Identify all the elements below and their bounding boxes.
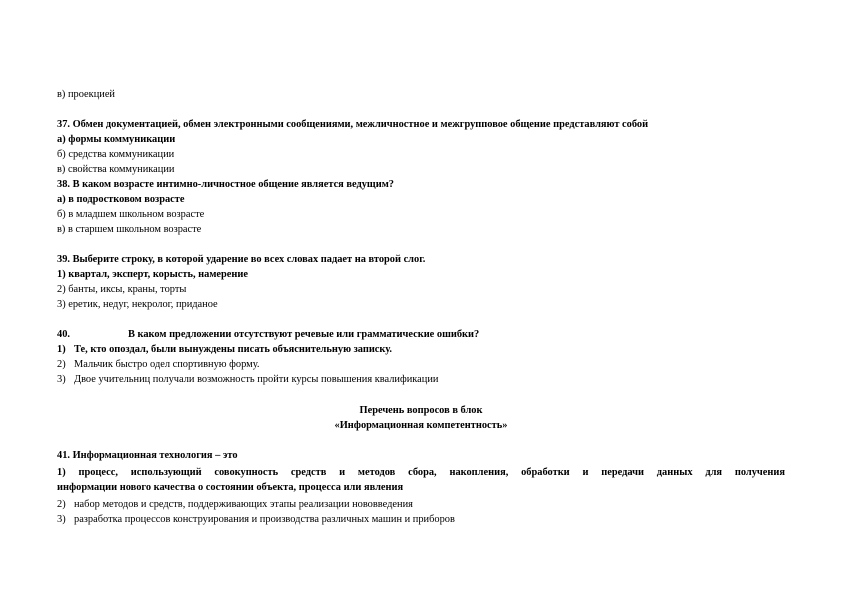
q41-question: 41. Информационная технология – это [57,450,238,461]
q40-answer-1-text: Те, кто опоздал, были вынуждены писать объяснительную записку. [74,344,393,355]
q40-question-line [57,328,479,341]
q40-answer-3-text: Двое учительниц получали возможность пройти курсы повышения квалификации [74,374,439,385]
q40-question: В каком предложении отсутствуют речевые или грамматические ошибки? [128,329,480,340]
q37-answer-c: в) свойства коммуникации [57,164,175,175]
prev-answer-line: в) проекцией [57,89,115,100]
q41-answer-2 [57,498,413,511]
q40-answer-2 [57,358,259,371]
q40-answer-3-num: 3) [57,374,66,385]
q37-answer-b: б) средства коммуникации [57,149,175,160]
q40-answer-3 [57,373,438,386]
q41-answer-3-text: разработка процессов конструирования и производства различных машин и приборов [74,514,455,525]
block-subtitle: «Информационная компетентность» [334,420,508,431]
q37-answer-a: а) формы коммуникации [57,134,176,145]
q39-answer-2: 2) банты, иксы, краны, торты [57,284,187,295]
q38-answer-a: а) в подростковом возрасте [57,194,185,205]
q38-answer-b: б) в младшем школьном возрасте [57,209,205,220]
q41-answer-3 [57,513,455,526]
q40-answer-2-text: Мальчик быстро одел спортивную форму. [74,359,260,370]
q41-answer-3-num: 3) [57,514,66,525]
q39-answer-1: 1) квартал, эксперт, корысть, намерение [57,269,249,280]
q37-question: 37. Обмен документацией, обмен электронными сообщениями, межличностное и межгрупповое общение представляют собой [57,119,649,130]
q40-answer-2-num: 2) [57,359,66,370]
q41-answer-1-line2: информации нового качества о состоянии объекта, процесса или явления [57,482,404,493]
q41-answer-1-line1: 1) процесс, использующий совокупность средств и методов сбора, накопления, обработки и передачи данных для получения [57,467,785,478]
block-title: Перечень вопросов в блок [359,405,483,416]
q40-number: 40. [57,329,70,340]
q39-answer-3: 3) еретик, недуг, некролог, приданое [57,299,218,310]
q41-answer-2-text: набор методов и средств, поддерживающих этапы реализации нововведения [74,499,413,510]
q38-question: 38. В каком возрасте интимно-личностное общение является ведущим? [57,179,394,190]
q40-answer-1-num: 1) [57,344,66,355]
q38-answer-c: в) в старшем школьном возрасте [57,224,202,235]
q39-question: 39. Выберите строку, в которой ударение во всех словах падает на второй слог. [57,254,426,265]
q40-answer-1 [57,343,392,356]
q41-answer-2-num: 2) [57,499,66,510]
